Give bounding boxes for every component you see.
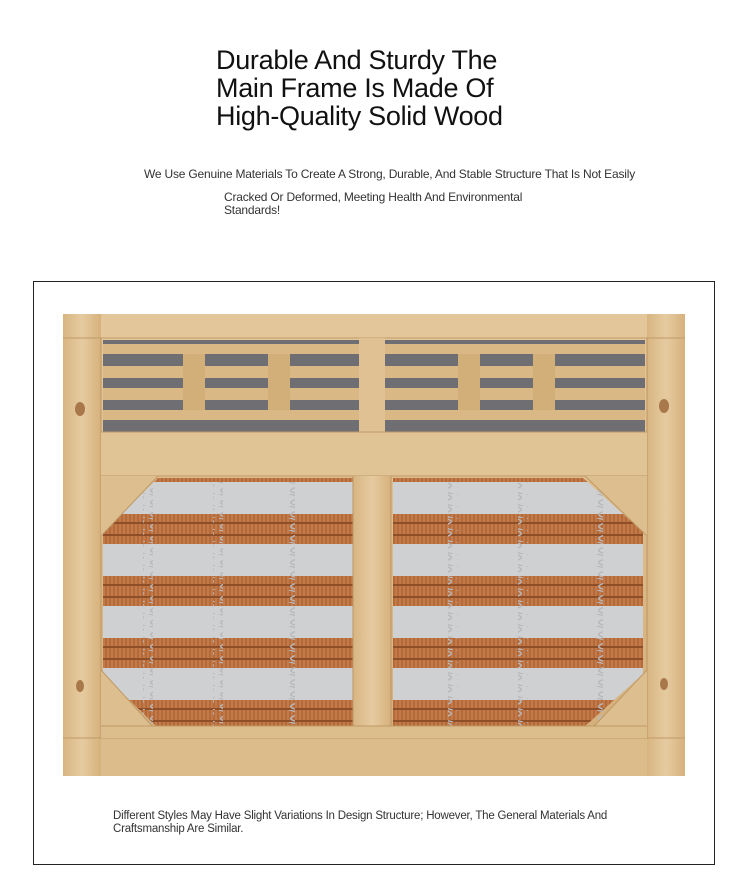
headline-line-2: Main Frame Is Made Of xyxy=(216,73,494,103)
wooden-frame-image xyxy=(63,314,685,776)
frame-panel xyxy=(33,281,715,865)
disclaimer-note: Different Styles May Have Slight Variations In Design Structure; However, The General Materials And Craftsmanship Are Similar. xyxy=(113,810,608,835)
headline-line-1: Durable And Sturdy The xyxy=(216,45,498,75)
description-line-1: We Use Genuine Materials To Create A Strong, Durable, And Stable Structure That Is Not Easily xyxy=(144,167,635,181)
description-line-2: Cracked Or Deformed, Meeting Health And Environmental Standards! xyxy=(224,190,523,217)
headline-line-3: High-Quality Solid Wood xyxy=(216,101,503,131)
headline xyxy=(216,46,546,130)
